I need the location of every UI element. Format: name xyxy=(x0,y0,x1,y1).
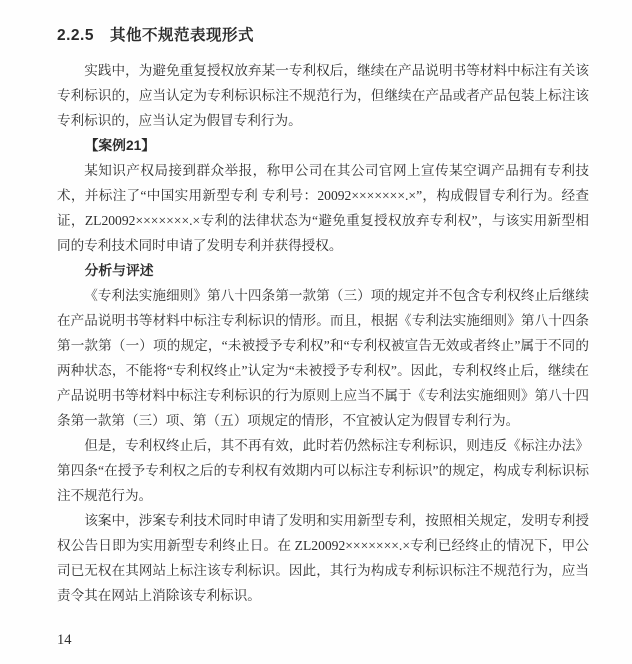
analysis-heading: 分析与评述 xyxy=(84,263,154,278)
analysis-paragraph-1: 《专利法实施细则》第八十四条第一款第（三）项的规定并不包含专利权终止后继续在产品说明书等材料中标注专利标识的情形。而且，根据《专利法实施细则》第八十四条第一款第（一）项的规定，“未被授予专利权”和“专利权被宣告无效或者终止”属于不同的两种状态，不能将“专利权终止”认定为“未被授予专利权”。因此，专利权终止后，继续在产品说明书等材料中标注专利标识的行为原则上应当不属于《专利法实施细则》第八十四条第一款第（三）项、第（五）项规定的情形，不宜被认定为假冒专利行为。 xyxy=(57,288,589,428)
intro-paragraph: 实践中，为避免重复授权放弃某一专利权后，继续在产品说明书等材料中标注有关该专利标识的，应当认定为专利标识标注不规范行为，但继续在产品或者产品包装上标注该专利标识的，应当认定为假冒专利行为。 xyxy=(57,63,589,128)
section-heading: 2.2.5 其他不规范表现形式 xyxy=(57,27,254,44)
analysis-paragraph-2: 但是，专利权终止后，其不再有效，此时若仍然标注专利标识，则违反《标注办法》第四条“在授予专利权之后的专利权有效期内可以标注专利标识”的规定，构成专利标识标注不规范行为。 xyxy=(57,438,589,503)
case-paragraph: 某知识产权局接到群众举报，称甲公司在其公司官网上宣传某空调产品拥有专利技术，并标注了“中国实用新型专利 专利号：20092×××××××.×”，构成假冒专利行为。经查证，ZL20092×××××××.×专利的法律状态为“避免重复授权放弃专利权”，与该实用新型相同的专利技术同时申请了发明专利并获得授权。 xyxy=(57,163,589,253)
case-label: 【案例21】 xyxy=(84,138,156,153)
page-number: 14 xyxy=(57,632,72,648)
analysis-paragraph-3: 该案中，涉案专利技术同时申请了发明和实用新型专利，按照相关规定，发明专利授权公告日即为实用新型专利终止日。在 ZL20092×××××××.×专利已经终止的情况下，甲公司已无权在其网站上标注该专利标识。因此，其行为构成专利标识标注不规范行为，应当责令其在网站上消除该专利标识。 xyxy=(57,513,589,603)
